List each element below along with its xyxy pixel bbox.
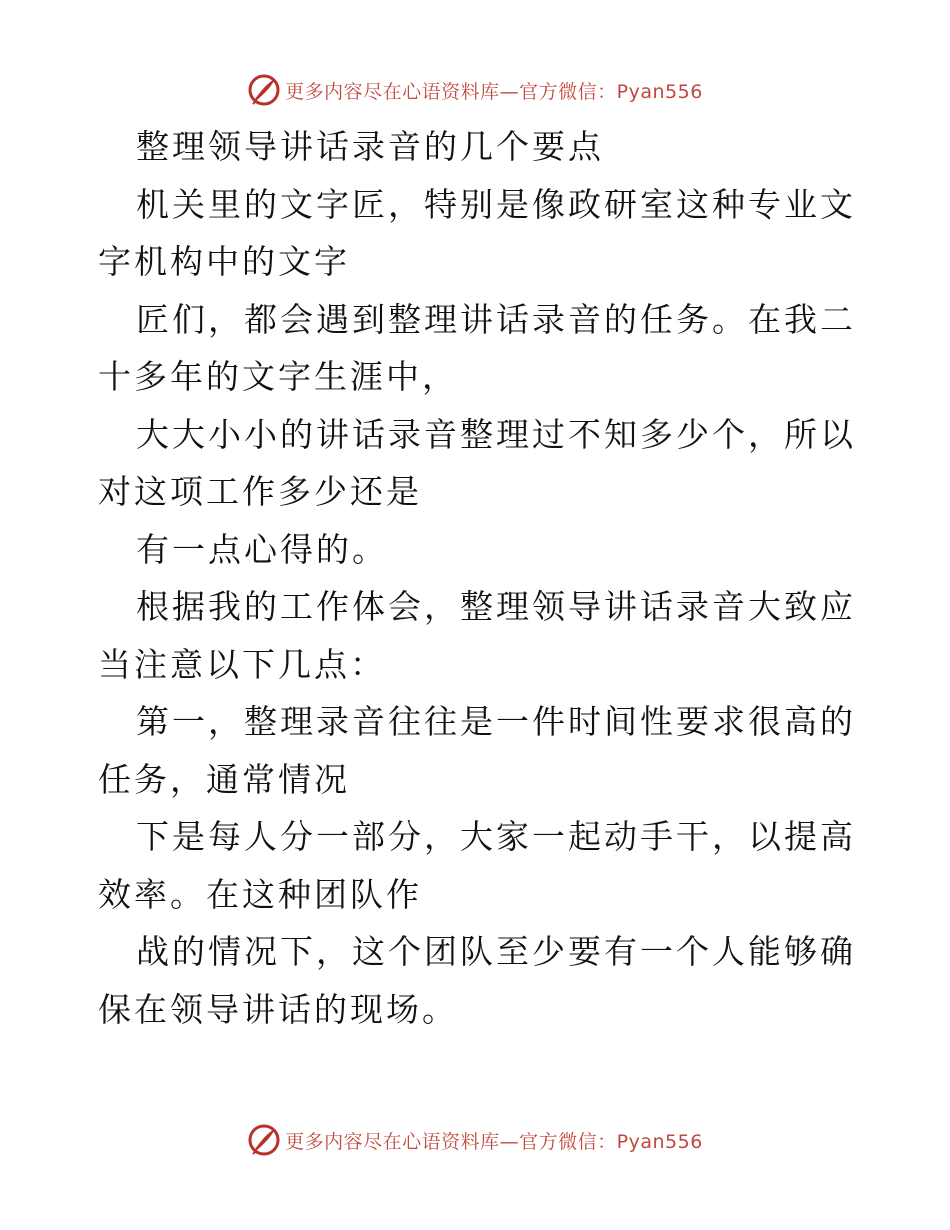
footer-banner — [0, 1120, 950, 1160]
feather-logo-icon — [247, 1123, 281, 1157]
document-body — [98, 118, 858, 1038]
document-title: 整理领导讲话录音的几个要点 — [136, 127, 604, 166]
paragraph: 有一点心得的。 — [136, 529, 388, 569]
header-banner — [0, 70, 950, 110]
paragraph: 机关里的文字匠，特别是像政研室这种专业文字机构中的文字 — [98, 184, 856, 281]
feather-logo-icon — [247, 73, 281, 107]
paragraph: 匠们，都会遇到整理讲话录音的任务。在我二十多年的文字生涯中， — [98, 299, 856, 396]
paragraph: 下是每人分一部分，大家一起动手干，以提高效率。在这种团队作 — [98, 817, 856, 914]
paragraph: 根据我的工作体会，整理领导讲话录音大致应当注意以下几点： — [98, 587, 856, 684]
paragraph: 战的情况下，这个团队至少要有一个人能够确保在领导讲话的现场。 — [98, 932, 856, 1029]
banner-text: 更多内容尽在心语资料库—官方微信：Pyan556 — [285, 1130, 703, 1153]
paragraph: 第一，整理录音往往是一件时间性要求很高的任务，通常情况 — [98, 702, 856, 799]
paragraph: 大大小小的讲话录音整理过不知多少个，所以对这项工作多少还是 — [98, 414, 856, 511]
banner-text: 更多内容尽在心语资料库—官方微信：Pyan556 — [285, 80, 703, 103]
